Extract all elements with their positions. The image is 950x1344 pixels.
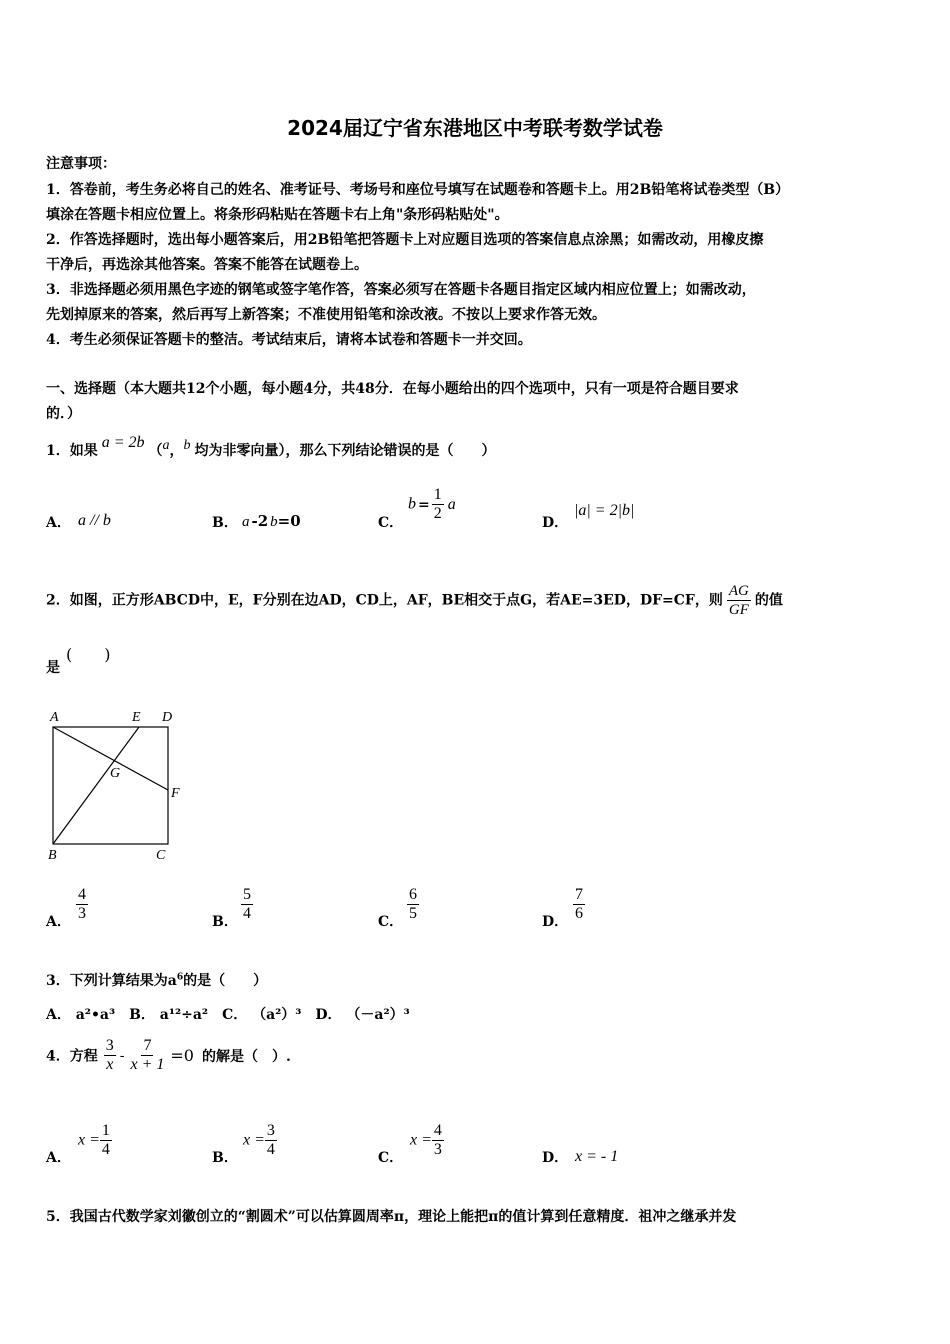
q2-answer-paren: ( ) xyxy=(66,645,111,664)
fraction-numerator: AG xyxy=(728,583,749,599)
fraction-numerator: 6 xyxy=(409,886,417,903)
q2-option-b xyxy=(241,886,253,923)
q3-options: A． a²•a³ B． a¹²÷a² C． （a²）³ D． （－a²）³ xyxy=(46,1007,410,1023)
notice-line: 2．作答选择题时，选出每小题答案后，用2B铅笔把答题卡上对应题目选项的答案信息点涂黑；如需改动，用橡皮擦 xyxy=(46,232,764,248)
fraction-denominator: 6 xyxy=(575,905,583,922)
q5-text: 5．我国古代数学家刘徽创立的“割圆术”可以估算圆周率π，理论上能把π的值计算到任意精度．祖冲之继承并发 xyxy=(46,1209,737,1225)
q2-text-cont: 是 xyxy=(46,660,60,676)
q2-option-c xyxy=(407,886,419,923)
q4-option-a xyxy=(78,1122,112,1159)
fraction-denominator: 3 xyxy=(433,1141,442,1158)
q1-text xyxy=(46,434,496,460)
q2-option-d xyxy=(573,886,585,923)
fraction xyxy=(265,1122,277,1159)
q4-option-d-label: D． xyxy=(542,1150,569,1166)
point-label-f: F xyxy=(171,786,180,801)
q4-option-b-label: B． xyxy=(212,1150,238,1166)
vertex-label-e: E xyxy=(132,710,141,725)
section-heading: 一、选择题（本大题共12个小题，每小题4分，共48分．在每小题给出的四个选项中，只有一项是符合题目要求 xyxy=(46,381,739,397)
q1-option-b-end: =0 xyxy=(277,512,301,530)
square-figure xyxy=(44,706,194,866)
q1-option-b-mid: -2 xyxy=(251,512,269,530)
fraction-numerator: 7 xyxy=(143,1037,152,1054)
fraction xyxy=(76,886,88,923)
q4-equals-zero: =0 xyxy=(170,1046,194,1065)
q1-var-a: a xyxy=(162,438,170,453)
fraction-denominator: x + 1 xyxy=(130,1056,165,1073)
q4-option-b xyxy=(243,1122,277,1159)
q4-option-d: x = - 1 xyxy=(575,1148,619,1165)
q4-x-equals: x = xyxy=(243,1131,265,1149)
fraction-numerator: 1 xyxy=(101,1122,110,1139)
vertex-label-b: B xyxy=(48,848,57,863)
q3-text-main: 3．下列计算结果为a xyxy=(46,973,177,989)
q4-option-c-label: C． xyxy=(378,1150,404,1166)
q4-option-c xyxy=(410,1122,444,1159)
fraction-denominator: 2 xyxy=(433,505,442,522)
fraction xyxy=(573,886,585,923)
q1-option-b xyxy=(242,512,301,531)
q1-var-b: b xyxy=(183,438,191,453)
q1-option-a-label: A． xyxy=(46,515,71,531)
vertex-label-d: D xyxy=(162,710,173,725)
q3-text-end: 的是（ ） xyxy=(183,973,268,989)
q1-option-a: a // b xyxy=(78,512,111,529)
notice-heading: 注意事项： xyxy=(46,156,116,172)
q2-ratio-fraction xyxy=(727,582,751,619)
q4-minus: - xyxy=(119,1047,125,1064)
q2-option-b-label: B． xyxy=(212,914,238,930)
fraction-denominator: GF xyxy=(728,602,749,618)
q4-fraction-1 xyxy=(104,1037,116,1074)
q1-option-d: |a| = 2|b| xyxy=(574,502,635,519)
notice-line: 先划掉原来的答案，然后再写上新答案；不准使用铅笔和涂改液。不按以上要求作答无效。 xyxy=(46,307,606,323)
q4-option-a-label: A． xyxy=(46,1150,71,1166)
fraction xyxy=(100,1122,112,1159)
fraction-denominator: 4 xyxy=(243,905,251,922)
q1-option-c-b: b xyxy=(408,495,416,513)
q2-text xyxy=(46,582,783,619)
q2-text-end: 的值 xyxy=(754,592,783,609)
fraction-denominator: 3 xyxy=(78,905,86,922)
notice-line: 1．答卷前，考生务必将自己的姓名、准考证号、考场号和座位号填写在试题卷和答题卡上。用2B铅笔将试卷类型（B） xyxy=(46,182,790,198)
q1-option-d-label: D． xyxy=(542,515,569,531)
fraction-denominator: 4 xyxy=(101,1141,110,1158)
fraction-numerator: 1 xyxy=(433,486,442,503)
point-label-g: G xyxy=(110,766,121,781)
fraction-numerator: 4 xyxy=(433,1122,442,1139)
q4-prefix: 4．方程 xyxy=(46,1048,98,1065)
fraction-numerator: 4 xyxy=(78,886,86,903)
notice-line: 干净后，再选涂其他答案。答案不能答在试题卷上。 xyxy=(46,257,368,273)
fraction xyxy=(432,1122,444,1159)
square-abcd xyxy=(53,727,168,844)
q1-option-b-label: B． xyxy=(212,515,238,531)
q1-option-b-a: a xyxy=(242,514,250,530)
q4-fraction-2 xyxy=(128,1037,166,1074)
q1-number: 1．如果 xyxy=(46,443,98,459)
q4-x-equals: x = xyxy=(78,1131,100,1149)
q4-x-equals: x = xyxy=(410,1131,432,1149)
q3-text xyxy=(46,970,267,990)
q4-suffix: 的解是（ ）. xyxy=(201,1048,291,1065)
fraction xyxy=(241,886,253,923)
notice-line: 填涂在答题卡相应位置上。将条形码粘贴在答题卡右上角"条形码粘贴处"。 xyxy=(46,207,509,223)
vertex-label-a: A xyxy=(50,710,59,725)
notice-line: 3．非选择题必须用黑色字迹的钢笔或签字笔作答，答案必须写在答题卡各题目指定区域内相应位置上；如需改动， xyxy=(46,282,756,298)
q3-exponent: 6 xyxy=(176,972,184,983)
q1-option-b-b: b xyxy=(270,514,278,530)
fraction-denominator: x xyxy=(106,1056,114,1073)
q2-option-a xyxy=(76,886,88,923)
q2-option-d-label: D． xyxy=(542,914,569,930)
q1-paren-open: （ xyxy=(148,443,163,459)
q1-condition: a = 2b xyxy=(101,434,145,451)
q2-option-a-label: A． xyxy=(46,914,71,930)
fraction-numerator: 5 xyxy=(243,886,251,903)
q1-comma: ， xyxy=(169,443,184,459)
q1-option-c xyxy=(408,486,456,523)
fraction xyxy=(407,886,419,923)
q4-text xyxy=(46,1037,291,1074)
segment-be xyxy=(53,727,139,844)
q1-text-rest: 均为非零向量），那么下列结论错误的是（ ） xyxy=(194,443,496,459)
notice-line: 4．考生必须保证答题卡的整洁。考试结束后，请将本试卷和答题卡一并交回。 xyxy=(46,332,532,348)
vertex-label-c: C xyxy=(156,848,166,863)
q1-option-c-a: a xyxy=(447,495,456,513)
section-heading-cont: 的．） xyxy=(46,406,81,422)
fraction-denominator: 4 xyxy=(266,1141,275,1158)
fraction-numerator: 3 xyxy=(105,1037,114,1054)
q1-option-c-eq: = xyxy=(418,496,430,513)
q1-option-c-fraction xyxy=(432,486,444,523)
page-title: 2024届辽宁省东港地区中考联考数学试卷 xyxy=(287,116,663,140)
fraction-numerator: 7 xyxy=(575,886,583,903)
fraction-denominator: 5 xyxy=(409,905,417,922)
q2-option-c-label: C． xyxy=(378,914,404,930)
fraction-numerator: 3 xyxy=(266,1122,275,1139)
q2-text-main: 2．如图，正方形ABCD中，E，F分别在边AD，CD上，AF，BE相交于点G，若AE=3ED，DF=CF，则 xyxy=(46,592,723,609)
q1-option-c-label: C． xyxy=(378,515,404,531)
